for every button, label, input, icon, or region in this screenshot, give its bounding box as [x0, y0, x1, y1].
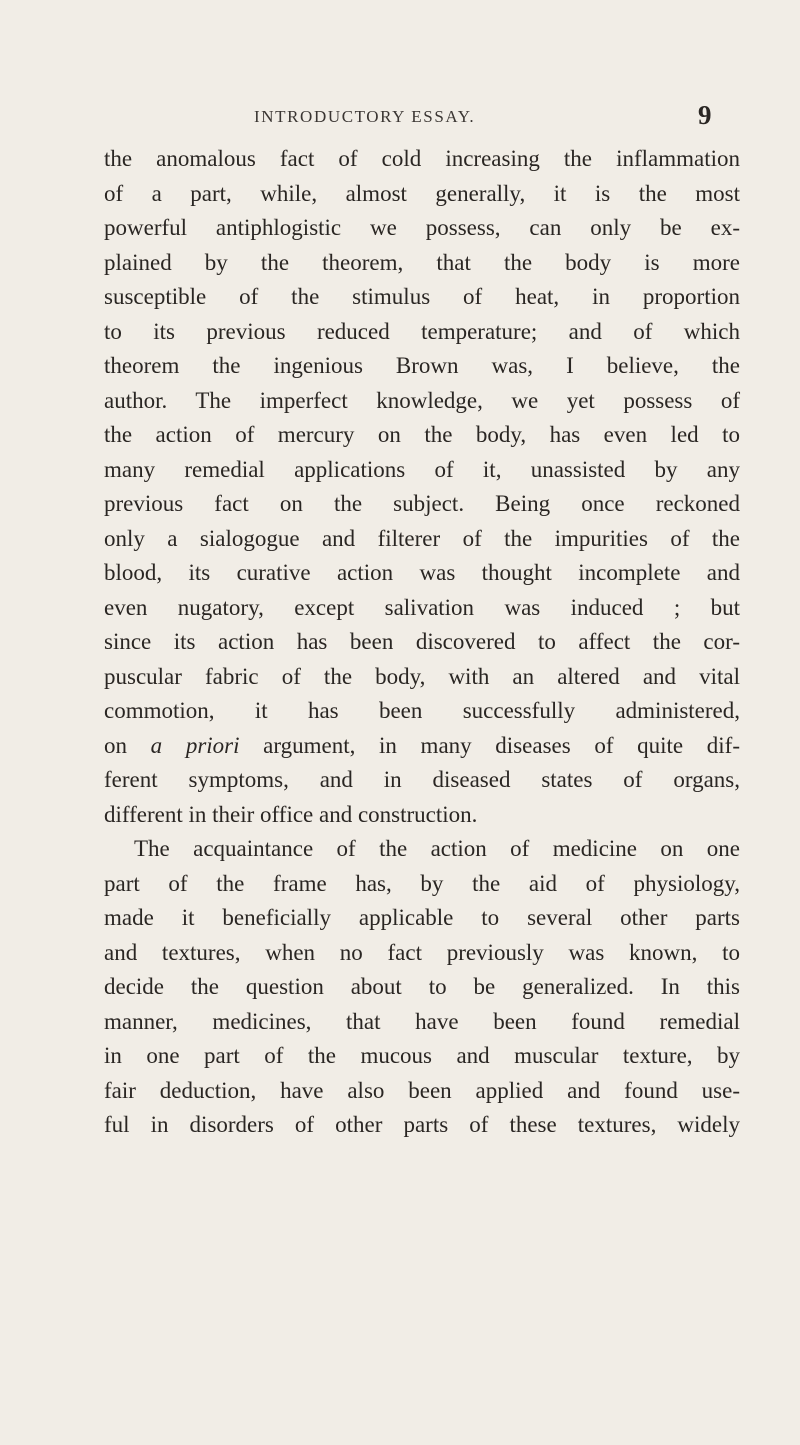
text-line: to its previous reduced temperature; and of which: [104, 318, 740, 344]
text-line-with-italic: [104, 729, 740, 764]
text-line: commotion, it has been successfully administered,: [104, 698, 740, 723]
italic-phrase: a priori: [150, 732, 240, 758]
text-line: fair deduction, have also been applied and found use-: [104, 1077, 740, 1103]
text-line: even nugatory, except salivation was induced ; but: [104, 594, 740, 620]
text-line: previous fact on the subject. Being once reckoned: [104, 491, 740, 516]
text-line: since its action has been discovered to affect the cor-: [104, 629, 740, 654]
text-line: part of the frame has, by the aid of physiology,: [104, 870, 740, 896]
text-line: puscular fabric of the body, with an altered and vital: [104, 663, 740, 689]
running-head: INTRODUCTORY ESSAY.: [254, 107, 476, 126]
text-line: author. The imperfect knowledge, we yet possess of: [104, 387, 740, 413]
text-line: the action of mercury on the body, has even led to: [104, 422, 740, 447]
text-line: plained by the theorem, that the body is more: [104, 249, 740, 275]
body-text: [104, 142, 740, 1143]
text-segment: argument, in many diseases of quite dif-: [239, 732, 740, 758]
text-line: powerful antiphlogistic we possess, can only be ex-: [104, 215, 740, 240]
text-line: blood, its curative action was thought incomplete and: [104, 560, 740, 585]
text-line: The acquaintance of the action of medicine on one: [134, 836, 740, 861]
text-line: ful in disorders of other parts of these textures, widely: [104, 1112, 740, 1137]
text-line: ferent symptoms, and in diseased states of organs,: [104, 767, 740, 792]
text-line: many remedial applications of it, unassisted by any: [104, 456, 740, 482]
text-line: different in their office and construction.: [104, 801, 478, 827]
text-line: the anomalous fact of cold increasing the inflammation: [104, 146, 740, 171]
text-line: decide the question about to be generalized. In this: [104, 974, 740, 999]
text-line: susceptible of the stimulus of heat, in proportion: [104, 284, 740, 309]
text-line: only a sialogogue and filterer of the impurities of the: [104, 525, 740, 551]
text-line: in one part of the mucous and muscular texture, by: [104, 1043, 740, 1068]
paragraph-2: [104, 832, 740, 1143]
text-segment: on: [104, 732, 151, 758]
text-line: made it beneficially applicable to several other parts: [104, 905, 740, 930]
text-line: and textures, when no fact previously was known, to: [104, 939, 740, 965]
page-number: 9: [698, 100, 712, 130]
paragraph-1: [104, 142, 740, 832]
text-line: manner, medicines, that have been found remedial: [104, 1008, 740, 1034]
text-line: theorem the ingenious Brown was, I believe, the: [104, 353, 740, 378]
text-line: of a part, while, almost generally, it is the most: [104, 180, 740, 206]
